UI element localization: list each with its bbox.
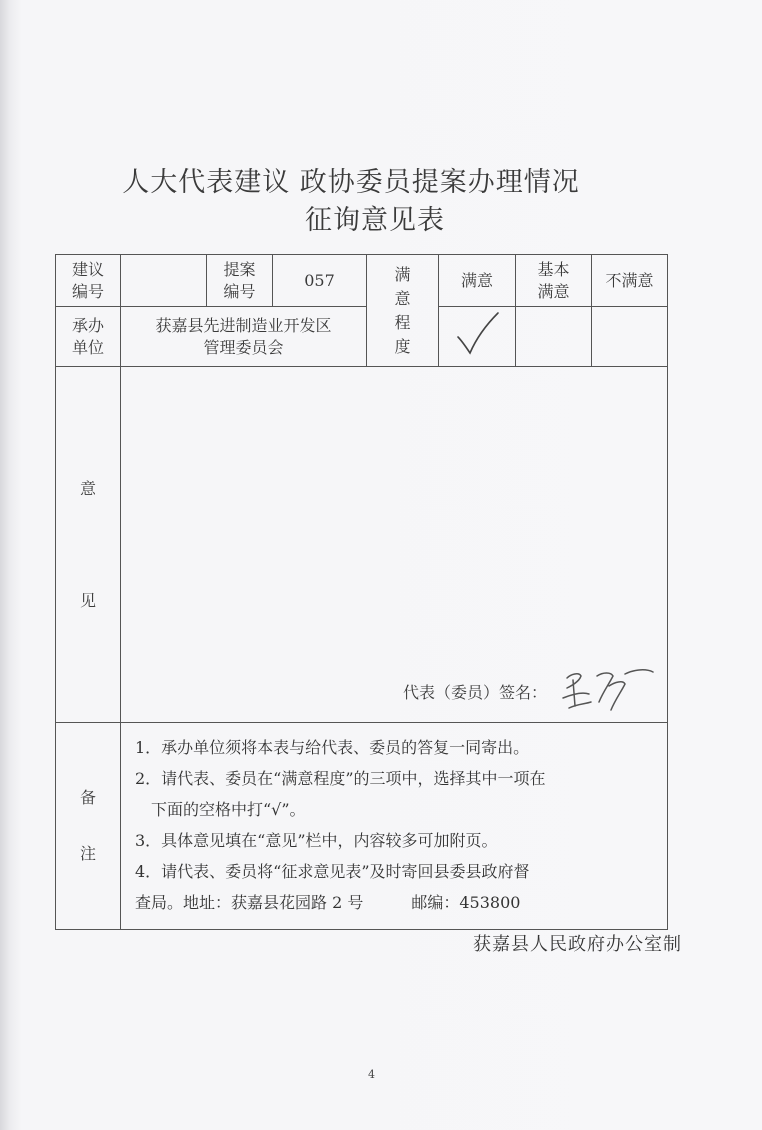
proposal-no-value[interactable]: 057 — [273, 255, 367, 307]
satisfied-header: 满意 — [439, 255, 516, 307]
satisfied-checkbox-cell[interactable] — [439, 307, 516, 367]
satisfaction-label: 满 意 程 度 — [367, 255, 439, 367]
suggestion-no-value[interactable] — [121, 255, 207, 307]
unit-label: 承办 单位 — [56, 307, 121, 367]
basic-satisfied-header: 基本 满意 — [516, 255, 592, 307]
basic-satisfied-checkbox-cell[interactable] — [516, 307, 592, 367]
unit-value: 获嘉县先进制造业开发区 管理委员会 — [121, 307, 367, 367]
form-title: 人大代表建议 政协委员提案办理情况 — [122, 167, 580, 198]
not-satisfied-header: 不满意 — [592, 255, 668, 307]
note-item: 查局。地址：获嘉县花园路 2 号 邮编：453800 — [135, 893, 521, 912]
proposal-no-label: 提案 编号 — [207, 255, 273, 307]
note-item: 下面的空格中打“√”。 — [151, 800, 306, 819]
note-item: 3．具体意见填在“意见”栏中，内容较多可加附页。 — [135, 831, 498, 850]
form-subtitle: 征询意见表 — [305, 205, 445, 236]
opinion-label: 意 见 — [56, 367, 121, 723]
handwritten-signature-icon — [549, 658, 659, 718]
opinion-field[interactable] — [121, 367, 668, 723]
note-item: 1．承办单位须将本表与给代表、委员的答复一同寄出。 — [135, 738, 530, 757]
remarks-label: 备 注 — [56, 723, 121, 930]
note-item: 4．请代表、委员将“征求意见表”及时寄回县委县政府督 — [135, 862, 530, 881]
opinion-form-table — [55, 254, 668, 930]
page-number: 4 — [368, 1068, 375, 1081]
suggestion-no-label: 建议 编号 — [56, 255, 121, 307]
issuing-organization: 获嘉县人民政府办公室制 — [473, 934, 682, 955]
checkmark-icon — [452, 309, 502, 359]
note-item: 2．请代表、委员在“满意程度”的三项中，选择其中一项在 — [135, 769, 546, 788]
not-satisfied-checkbox-cell[interactable] — [592, 307, 668, 367]
signature-label: 代表（委员）签名： — [402, 683, 547, 702]
remarks-notes — [121, 723, 668, 930]
